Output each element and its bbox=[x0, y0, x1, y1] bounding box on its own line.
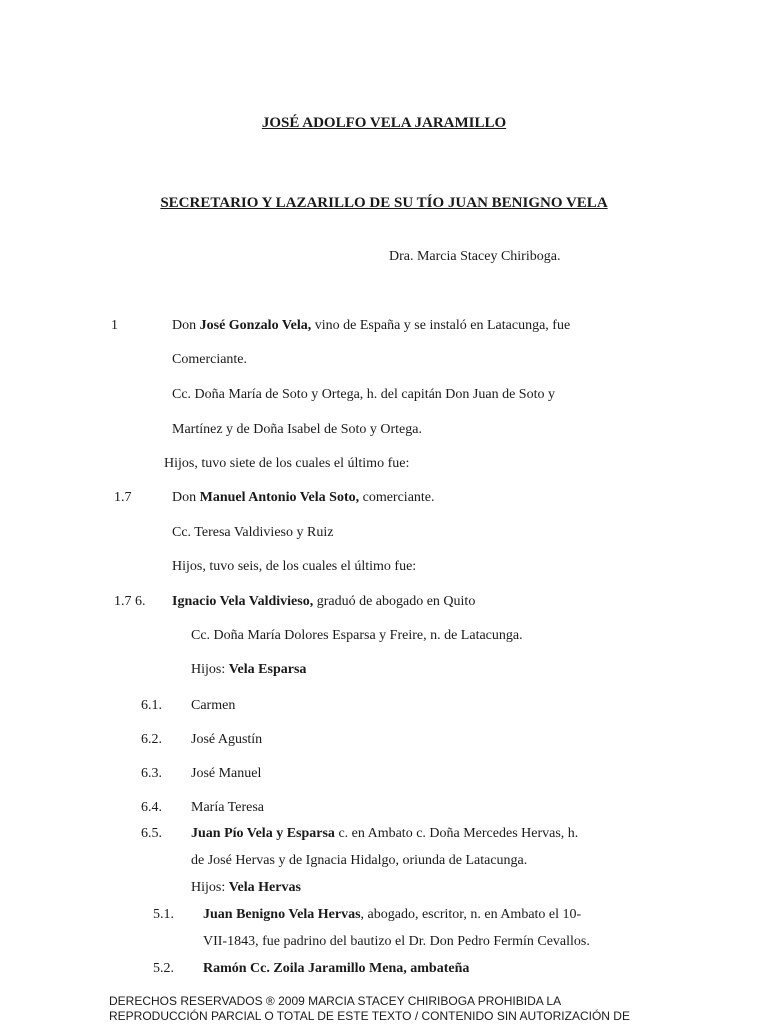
entry-spouse-cont: Martínez y de Doña Isabel de Soto y Ortega. bbox=[172, 422, 422, 437]
child-name: José Agustín bbox=[191, 732, 263, 747]
entry-spouse: Cc. Doña María Dolores Esparsa y Freire, n. de Latacunga. bbox=[191, 628, 523, 643]
entry-text: VII-1843, fue padrino del bautizo el Dr. Don Pedro Fermín Cevallos. bbox=[203, 934, 590, 949]
entry-spouse: Cc. Doña María de Soto y Ortega, h. del capitán Don Juan de Soto y bbox=[172, 387, 555, 402]
entry-heading: Juan Benigno Vela Hervas, abogado, escritor, n. en Ambato el 10- bbox=[203, 907, 582, 922]
entry-text: de José Hervas y de Ignacia Hidalgo, oriunda de Latacunga. bbox=[191, 853, 528, 868]
child-name: Carmen bbox=[191, 698, 236, 713]
child-number: 6.4. bbox=[141, 800, 162, 815]
entry-children-note: Hijos, tuvo siete de los cuales el último fue: bbox=[164, 456, 410, 471]
child-name: José Manuel bbox=[191, 766, 262, 781]
child-number: 6.2. bbox=[141, 732, 162, 747]
footer-line: REPRODUCCIÓN PARCIAL O TOTAL DE ESTE TEXTO / CONTENIDO SIN AUTORIZACIÓN DE bbox=[109, 1009, 630, 1023]
entry-number: 5.2. bbox=[153, 961, 174, 976]
entry-heading: Juan Pío Vela y Esparsa c. en Ambato c. Doña Mercedes Hervas, h. bbox=[191, 826, 579, 841]
entry-children-heading: Hijos: Vela Esparsa bbox=[191, 662, 307, 677]
document-subtitle: SECRETARIO Y LAZARILLO DE SU TÍO JUAN BENIGNO VELA bbox=[160, 195, 608, 211]
copyright-footer bbox=[109, 994, 630, 1024]
entry-heading: Ignacio Vela Valdivieso, graduó de abogado en Quito bbox=[172, 594, 476, 609]
entry-children-heading: Hijos: Vela Hervas bbox=[191, 880, 301, 895]
child-number: 6.1. bbox=[141, 698, 162, 713]
footer-line: DERECHOS RESERVADOS ® 2009 MARCIA STACEY CHIRIBOGA PROHIBIDA LA bbox=[109, 994, 562, 1008]
entry-heading: Don Manuel Antonio Vela Soto, comerciante. bbox=[172, 490, 435, 505]
child-name: María Teresa bbox=[191, 800, 265, 815]
entry-number: 1 bbox=[111, 318, 118, 333]
entry-heading: Ramón Cc. Zoila Jaramillo Mena, ambateña bbox=[203, 961, 470, 976]
entry-heading: Don José Gonzalo Vela, vino de España y se instaló en Latacunga, fue bbox=[172, 318, 571, 333]
entry-number: 5.1. bbox=[153, 907, 174, 922]
entry-text: Comerciante. bbox=[172, 352, 248, 367]
entry-children-note: Hijos, tuvo seis, de los cuales el último fue: bbox=[172, 559, 417, 574]
author: Dra. Marcia Stacey Chiriboga. bbox=[389, 249, 561, 264]
entry-number: 1.7 bbox=[114, 490, 132, 505]
entry-spouse: Cc. Teresa Valdivieso y Ruiz bbox=[172, 525, 334, 540]
child-number: 6.3. bbox=[141, 766, 162, 781]
document-title: JOSÉ ADOLFO VELA JARAMILLO bbox=[261, 115, 507, 131]
entry-number: 1.7 6. bbox=[114, 594, 146, 609]
entry-number: 6.5. bbox=[141, 826, 162, 841]
